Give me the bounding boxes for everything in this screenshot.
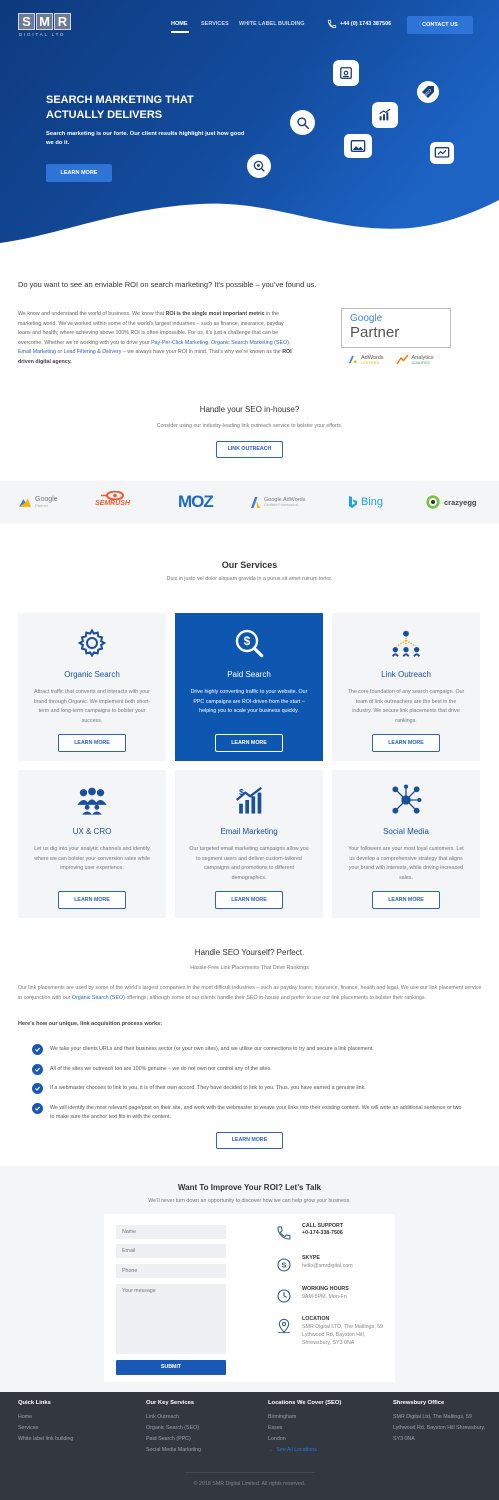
phone-input[interactable] (116, 1264, 226, 1278)
checkmark-icon (32, 1044, 43, 1055)
service-description: Drive highly converting traffic to your website. Our PPC campaigns are ROI-driven from the start – helping you to scale your business quickly. (190, 689, 308, 714)
svg-text:S: S (281, 1260, 287, 1270)
footer-divider (185, 1472, 315, 1473)
organic-search-seo-link[interactable]: Organic Search (SEO) (71, 994, 125, 1001)
service-card-social-media (332, 770, 480, 918)
bing-logo: Bing (348, 491, 383, 513)
google-adwords-logo: Google AdWords Certified Professional (250, 491, 305, 513)
adwords-label: AdWords (361, 354, 384, 361)
service-card-ux-cro (18, 770, 166, 918)
service-description: Let us dig into your analytic channels and identify where we can bolster your conversion rates while improving user experience. (34, 846, 150, 871)
footer-quick-links: Quick Links Home Services White label link building (18, 1400, 73, 1445)
checkmark-icon (32, 1103, 43, 1114)
footer-location-essex[interactable]: Essex (268, 1425, 283, 1431)
submit-button[interactable]: SUBMIT (116, 1360, 226, 1375)
footer-link-services[interactable]: Services (18, 1425, 39, 1431)
seo-inhouse-heading: Handle your SEO in-house? (199, 405, 300, 414)
process-step: If a webmaster chooses to link to you, it is of their own accord. They have decided to link to you. Thus, you have earned a genuine link. (32, 1083, 462, 1094)
seo-tag-icon (417, 81, 439, 103)
email-input[interactable] (116, 1244, 226, 1258)
organic-search-learn-more-button[interactable]: LEARN MORE (58, 734, 126, 752)
process-title: Here’s how our unique, link acquisition process works: (18, 1021, 163, 1027)
footer-link-organic-search[interactable]: Organic Search (SEO) (146, 1425, 199, 1431)
adwords-icon (347, 354, 358, 365)
seo-inhouse-sub: Consider using our industry-leading link outreach service to bolster your efforts. (156, 423, 343, 429)
services-sub: Duis in justo vel dolor aliquam gravida in a purus sit amet rutrum tortor. (166, 576, 333, 582)
service-title: Organic Search (64, 670, 120, 679)
contact-working-hours: WORKING HOURS 9AM-5PM, Mon-Fri (274, 1286, 392, 1306)
logo-letter: R (54, 13, 71, 30)
process-step: We take your clients URLs and their business sector (or your own sites), and we utilise our connections to try and secure a link placement. (32, 1044, 462, 1055)
service-card-paid-search (175, 613, 323, 761)
service-title: Email Marketing (220, 827, 278, 836)
phone-icon (274, 1223, 294, 1243)
service-title: Social Media (383, 827, 429, 836)
partner-logos-strip (0, 481, 499, 523)
contact-sub: We’ll never turn down an opportunity to discover how we can help grow your business. (148, 1198, 351, 1204)
service-title: UX & CRO (72, 827, 112, 836)
partner-google-text: Google (350, 313, 383, 324)
service-description: Our targeted email marketing campaigns allow you to segment users and deliver custom-tailored campaigns and promotions to different demographics. (189, 846, 309, 881)
semrush-mark-icon (101, 491, 125, 500)
ux-cro-learn-more-button[interactable]: LEARN MORE (58, 891, 126, 909)
footer-link-home[interactable]: Home (18, 1414, 33, 1420)
footer-office: Shrewsbury Office SMR Digital Ltd, The Maltings, 59 Lythwood Rd, Bayston Hill Shrewsbury, SY3 0NA (393, 1400, 486, 1442)
users-group-icon (75, 785, 109, 815)
phone-number: +44 (0) 1743 387506 (340, 21, 392, 27)
google-partner-mark-icon (18, 496, 32, 508)
clock-icon (274, 1286, 294, 1306)
intro-paragraph: We know and understand the world of business. We know that ROI is the single most important metric in the marketing world. We’ve worked within some of the world’s largest industries – such as finance, insurance, payday loans and health; where achieving above 100% ROI is often impossible. For us, it’s just a challenge that can be overcome. Whether we’re working with you to drive your Pay-Per-Click Marketing, Organic Search Marketing (SEO), Email Marketing or Lead Filtering & Delivery – we always have your ROI in mind. That’s why we’re known as the ROI driven digital agency. (18, 311, 292, 365)
growth-dollar-icon (233, 785, 265, 815)
handle-seo-paragraph: Our link placements are used by some of the world’s largest companies in the most difficult industries – such as payday loans, insurance, finance, health and legal. We use our link placement service in conjunction with our Organic Search (SEO) offerings; although some of our clients handle their SEO in-house and prefer to use our link placements to bolster their rankings. (18, 985, 482, 1001)
message-textarea[interactable] (116, 1284, 226, 1354)
handle-seo-learn-more-button[interactable]: LEARN MORE (216, 1132, 283, 1149)
semrush-logo: SEMRUSH (95, 491, 130, 513)
nav-home[interactable]: HOME (171, 21, 188, 27)
contact-heading: Want To Improve Your ROI? Let’s Talk (177, 1183, 322, 1192)
see-all-locations-link[interactable]: → See All Locations (268, 1447, 317, 1453)
gear-icon (77, 628, 107, 658)
service-card-email-marketing (175, 770, 323, 918)
skype-icon (274, 1255, 294, 1275)
footer-link-paid-search[interactable]: Paid Search (PPC) (146, 1436, 191, 1442)
bing-mark-icon (348, 495, 358, 509)
hero-learn-more-button[interactable]: LEARN MORE (46, 164, 112, 182)
footer-location-birmingham[interactable]: Birmingham (268, 1414, 297, 1420)
qualified-label: QUALIFIED (411, 360, 431, 365)
nav-services[interactable]: SERVICES (201, 21, 229, 27)
social-network-icon (390, 784, 422, 816)
header-phone[interactable] (327, 19, 391, 29)
email-marketing-learn-more-button[interactable]: LEARN MORE (215, 891, 283, 909)
nav-active-indicator (171, 31, 189, 33)
footer-locations: Locations We Cover (SEO) Birmingham Essex London → See All Locations (268, 1400, 341, 1456)
partner-text: Partner (350, 324, 400, 341)
email-marketing-link[interactable]: Email Marketing (18, 349, 56, 355)
checkmark-icon (32, 1064, 43, 1075)
svg-text:$: $ (243, 634, 251, 648)
logo[interactable] (18, 13, 74, 41)
google-partner-logo: Google Partner (18, 491, 58, 513)
name-input[interactable] (116, 1225, 226, 1239)
service-card-organic-search (18, 613, 166, 761)
service-title: Paid Search (227, 670, 271, 679)
link-outreach-learn-more-button[interactable]: LEARN MORE (372, 734, 440, 752)
checkmark-icon (32, 1083, 43, 1094)
hero-section (0, 0, 499, 260)
analytics-monitor-icon (430, 142, 454, 164)
handle-seo-heading: Handle SEO Yourself? Perfect. (194, 948, 305, 957)
network-people-icon (390, 627, 422, 659)
certified-label: CERTIFIED (361, 360, 380, 365)
target-icon (247, 154, 271, 178)
logo-letter: S (18, 13, 35, 30)
location-pin-icon (274, 1316, 294, 1336)
social-media-learn-more-button[interactable]: LEARN MORE (372, 891, 440, 909)
dollar-search-icon (233, 627, 265, 659)
service-title: Link Outreach (381, 670, 431, 679)
footer-link-white-label[interactable]: White label link building (18, 1436, 74, 1442)
footer-location-london[interactable]: London (268, 1436, 286, 1442)
analytics-icon (396, 354, 409, 365)
google-partner-badge (341, 308, 451, 378)
service-description: The core foundation of any search campaign. Our team of link outreachers are the best in the industry. We secure link placements that drive rankings. (347, 689, 465, 724)
nav-white-label-building[interactable]: WHITE LABEL BUILDING (239, 21, 305, 27)
crazyegg-logo: crazyegg (425, 491, 477, 513)
svg-text:$: $ (239, 787, 244, 798)
organic-seo-link[interactable]: Organic Search Marketing (SEO) (211, 339, 289, 346)
image-icon (344, 134, 372, 158)
phone-icon (327, 19, 337, 29)
contact-location: LOCATION SMR Digital LTD, The Maltings, 59 Lythwood Rd, Bayston Hill, Shrewsbury, SY3 0NA (274, 1316, 392, 1347)
process-step: All of the sites we outreach too are 100% genuine – we do not own nor control any of the sites. (32, 1064, 462, 1075)
services-heading: Our Services (221, 560, 278, 570)
search-icon (290, 110, 315, 135)
logo-letter: M (36, 13, 53, 30)
paid-search-learn-more-button[interactable]: LEARN MORE (215, 734, 283, 752)
contact-us-button[interactable]: CONTACT US (407, 16, 473, 34)
analytics-label: Analytics (411, 354, 434, 361)
footer-link-link-outreach[interactable]: Link Outreach (146, 1414, 179, 1420)
arrow-right-icon: → (268, 1447, 274, 1453)
handle-seo-sub: Hassle-Free Link Placements That Drive Rankings (190, 965, 309, 971)
crazyegg-mark-icon (425, 494, 441, 510)
link-outreach-button[interactable]: LINK OUTREACH (216, 441, 283, 458)
logo-subtitle: DIGITAL LTD (19, 32, 66, 37)
process-step: We will identify the most relevant page/post on their site, and work with the webmaster to weave your links into their existing content. We will write an additional sentence or two to make sure the anchor text fits in with the content. (32, 1103, 462, 1123)
svg-text:SEO: SEO (422, 87, 433, 98)
copyright: © 2018 SMR Digital Limited. All rights reserved. (193, 1481, 306, 1487)
service-description: Your followers are your most loyal customers. Let us develop a comprehensive strategy that aligns your brand with interests, while driving increased sales. (348, 846, 464, 881)
ppc-link[interactable]: Pay-Per-Click Marketing (151, 339, 209, 346)
adwords-mark-icon (250, 496, 261, 509)
service-card-link-outreach (332, 613, 480, 761)
moz-logo: MOZ (178, 492, 213, 511)
service-description: Attract traffic that converts and interacts with your brand through Organic. We implement both short-term and long-term campaigns to bolster your success. (33, 689, 151, 724)
browser-icon (333, 60, 359, 86)
growth-chart-icon (372, 102, 398, 128)
intro-heading: Do you want to see an enviable ROI on search marketing? It’s possible – you’ve found us. (18, 280, 317, 289)
hero-title: SEARCH MARKETING THAT ACTUALLY DELIVERS (46, 94, 194, 121)
contact-call-support: CALL SUPPORT +0-174-338-7506 (274, 1223, 343, 1243)
contact-skype: S SKYPE hello@smrdigital.com (274, 1255, 392, 1275)
lead-filtering-link[interactable]: Lead Filtering & Delivery (63, 349, 122, 355)
hero-subtitle: Search marketing is our forte. Our client results highlight just how good we do it. (46, 131, 245, 146)
footer-link-social-media[interactable]: Social Media Marketing (146, 1447, 202, 1453)
footer-key-services: Our Key Services Link Outreach Organic Search (SEO) Paid Search (PPC) Social Media Marketing (146, 1400, 201, 1456)
